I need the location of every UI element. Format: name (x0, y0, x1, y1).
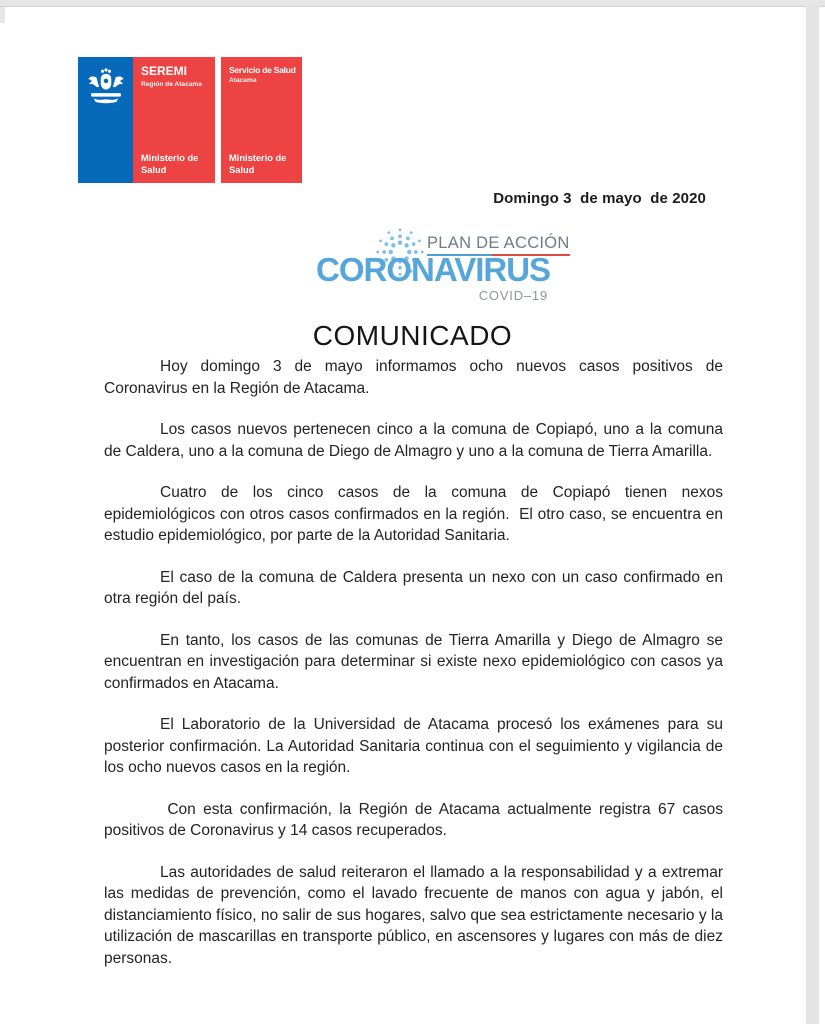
paragraph: En tanto, los casos de las comunas de Tierra Amarilla y Diego de Almagro se encuentran en investigación para determinar si existe nexo epidemiológico con casos ya confirmados en Atacama. (104, 631, 728, 692)
paragraph: El caso de la comuna de Caldera presenta un nexo con un caso confirmado en otra región del país. (104, 568, 728, 607)
seremi-logo-blue-panel (78, 57, 133, 183)
paragraph: Con esta confirmación, la Región de Atacama actualmente registra 67 casos positivos de Coronavirus y 14 casos recuperados. (104, 800, 728, 839)
paragraph: Los casos nuevos pertenecen cinco a la comuna de Copiapó, uno a la comuna de Caldera, uno a la comuna de Diego de Almagro y uno a la comuna de Tierra Amarilla. (104, 421, 728, 460)
coronavirus-plan-logo (316, 228, 570, 308)
document-date: Domingo 3 de mayo de 2020 (493, 190, 706, 207)
servicio-region: Atacama (229, 77, 257, 85)
document-body (104, 356, 728, 989)
paragraph: Cuatro de los cinco casos de la comuna de Copiapó tienen nexos epidemiológicos con otros casos confirmados en la región. El otro caso, se encuentra en estudio epidemiológico, por parte de la Autoridad Sanitaria. (104, 484, 728, 544)
seremi-logo-text-panel (133, 57, 215, 183)
paragraph: Las autoridades de salud reiteraron el llamado a la responsabilidad y a extremar las medidas de prevención, como el lavado frecuente de manos con agua y jabón, el distanciamiento físico, no salir de sus hogares, salvo que sea estrictamente necesario y la utilización de mascarillas en transporte público, en ascensores y lugares con más de diez personas. (104, 863, 728, 967)
viewer-right-edge (806, 6, 819, 1024)
viewer-left-edge (0, 7, 5, 23)
servicio-salud-logo (221, 57, 302, 183)
paragraph: El Laboratorio de la Universidad de Atacama procesó los exámenes para su posterior confirmación. La Autoridad Sanitaria continua con el seguimiento y vigilancia de los ocho nuevos casos en la región. (104, 716, 728, 776)
servicio-title: Servicio de Salud (229, 65, 296, 75)
paragraph: Hoy domingo 3 de mayo informamos ocho nuevos casos positivos de Coronavirus en la Región de Atacama. (104, 358, 728, 397)
chile-coat-of-arms-icon (85, 65, 127, 109)
covid19-label: COVID–19 (478, 288, 548, 303)
seremi-region: Región de Atacama (141, 80, 202, 88)
seremi-logo (78, 57, 215, 183)
coronavirus-wordmark: CORONAVIRUS (316, 251, 551, 288)
plan-de-accion-label: PLAN DE ACCIÓN (427, 234, 570, 256)
header-logos (78, 57, 302, 183)
seremi-ministry: Ministerio de Salud (141, 152, 199, 175)
viewer-top-edge (0, 0, 825, 7)
servicio-ministry: Ministerio de Salud (229, 152, 287, 175)
document-title: COMUNICADO (312, 320, 513, 351)
seremi-title: SEREMI (141, 64, 188, 78)
